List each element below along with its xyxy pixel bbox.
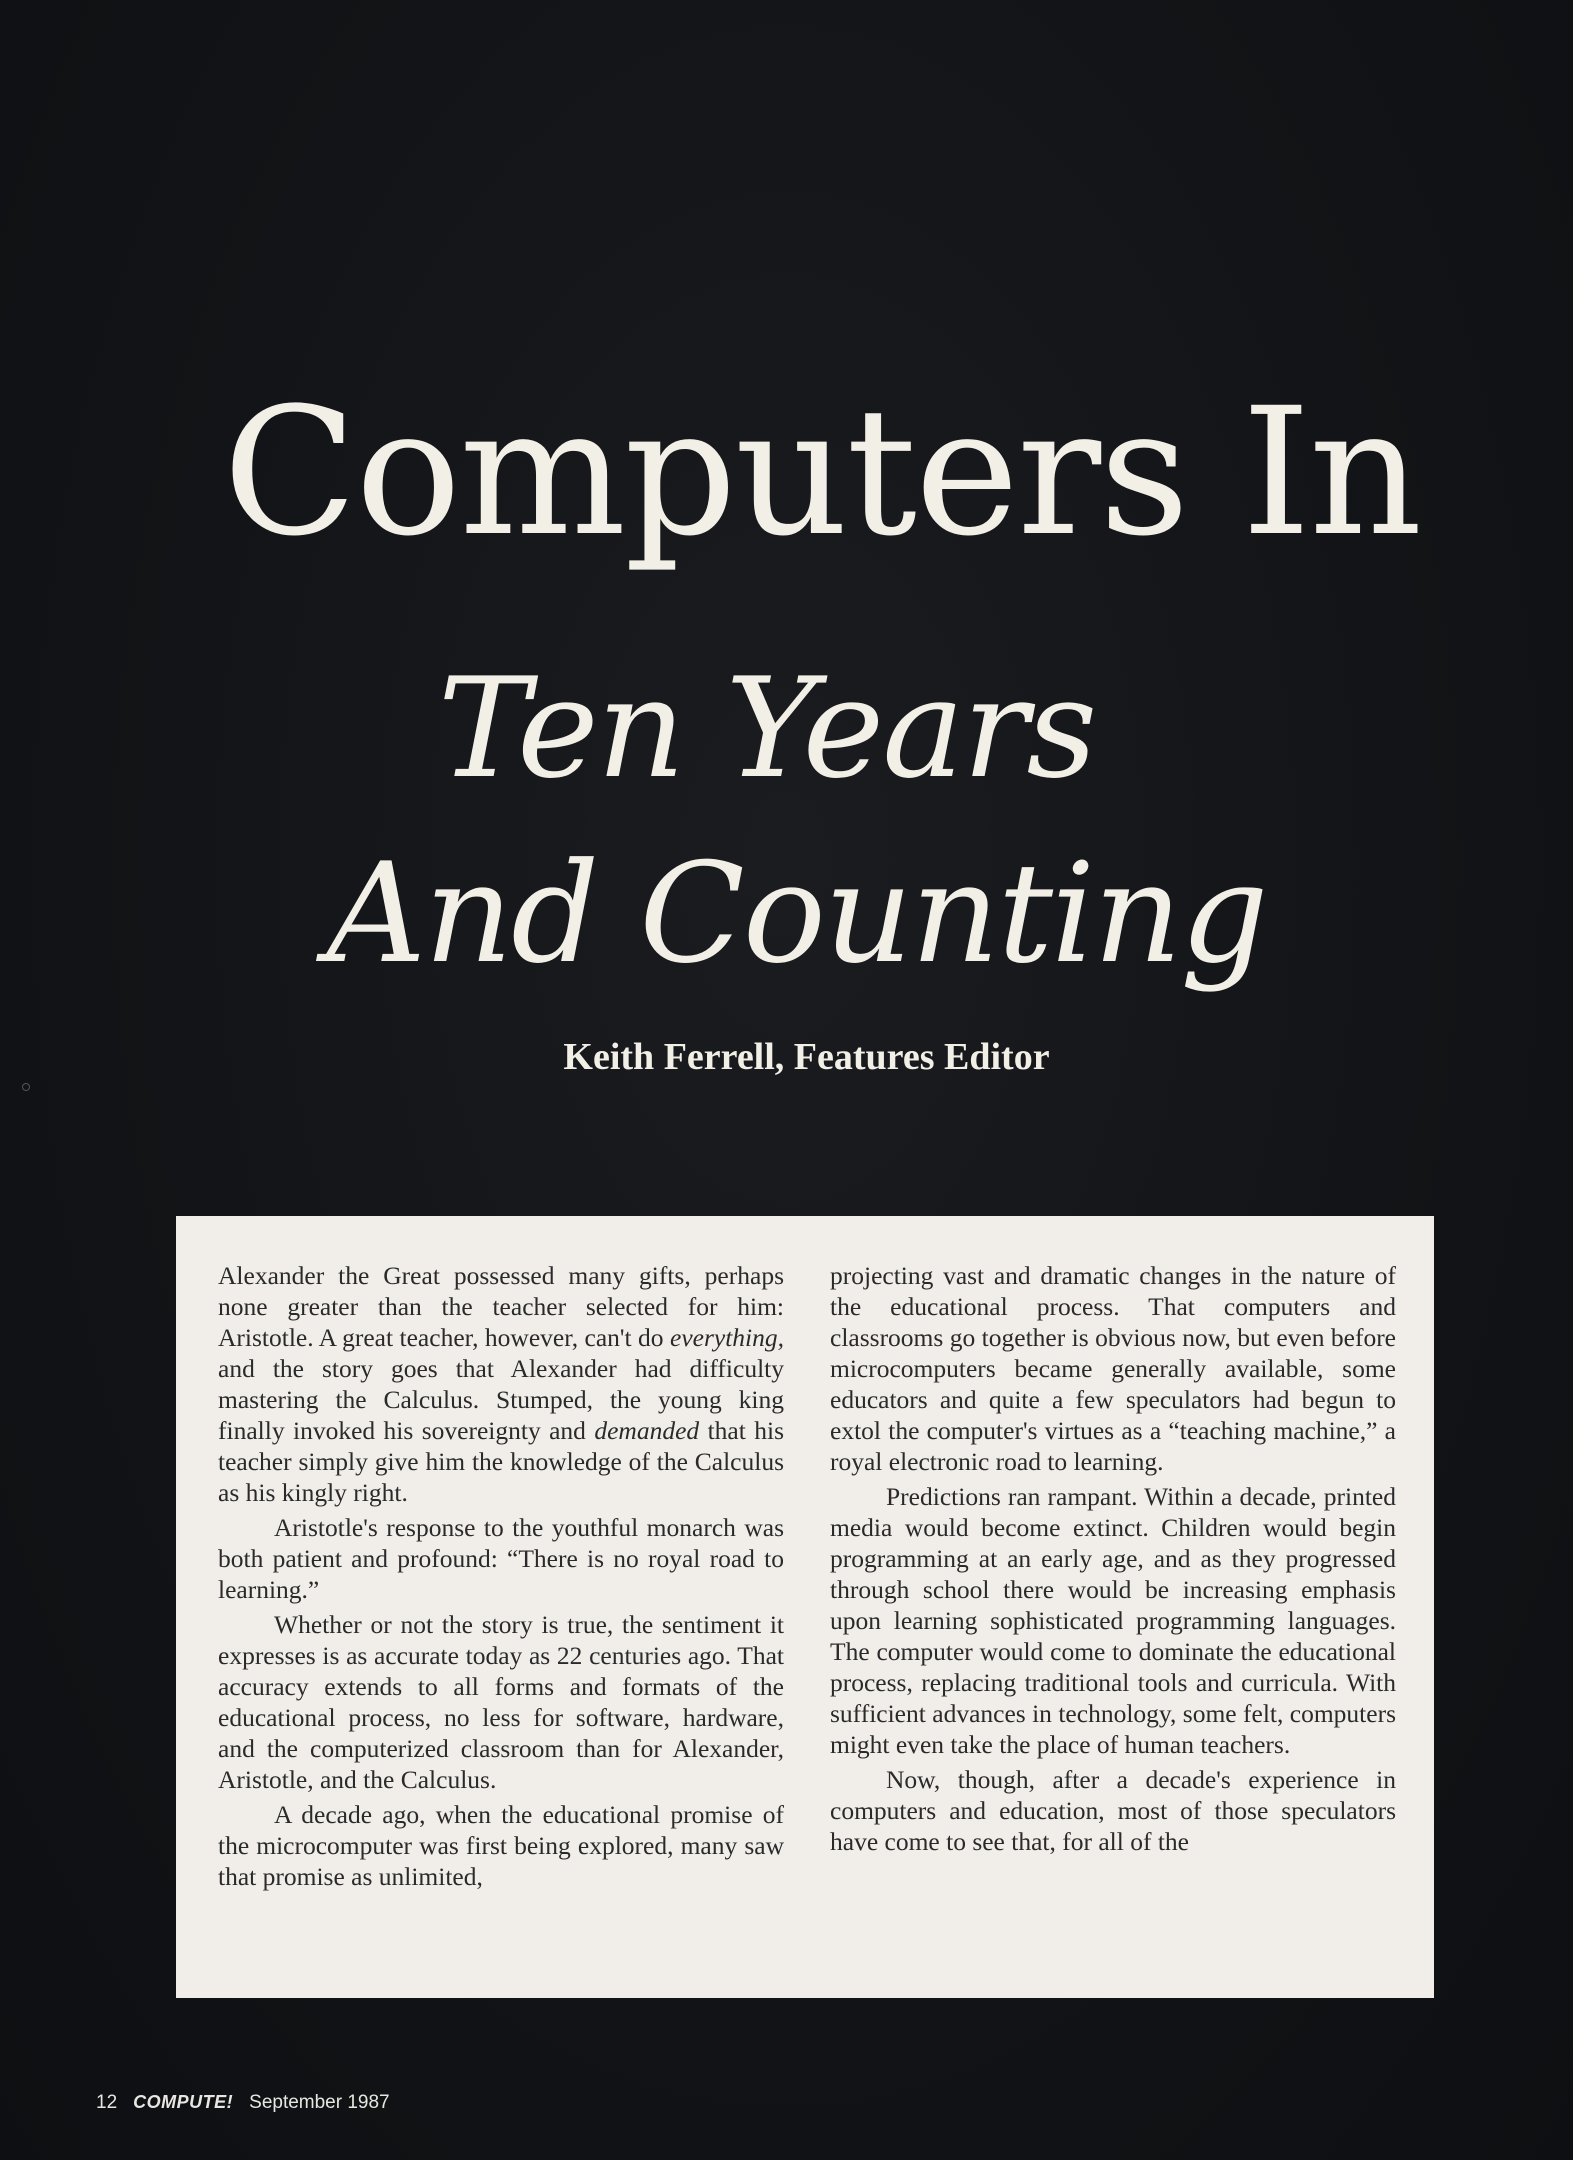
headline-line-2: Ten Years xyxy=(437,648,1096,809)
paragraph: Now, though, after a decade's experience in computers and education, most of those speculators have come to see that, for all of the xyxy=(830,1765,1396,1856)
page-footer xyxy=(96,2092,390,2114)
article-column-left xyxy=(218,1260,784,1968)
text-run: that his teacher simply give him the knowledge of the Calculus as his kingly right. xyxy=(218,1416,785,1507)
text-run: and the story goes that Alexander had difficulty mastering the Calculus. Stumped, the young king finally invoked his sovereignty and xyxy=(218,1354,784,1445)
paragraph: Whether or not the story is true, the sentiment it expresses is as accurate today as 22 centuries ago. That accuracy extends to all forms and formats of the educational process, no less for software, hardware, and the computerized classroom than for Alexander, Aristotle, and the Calculus. xyxy=(218,1610,784,1794)
text-run: Alexander the Great possessed many gifts, perhaps none greater than the teacher selected for him: Aristotle. A great teacher, however, can't do xyxy=(218,1261,784,1352)
issue-date: September 1987 xyxy=(249,2092,390,2113)
paragraph: Predictions ran rampant. Within a decade, printed media would become extinct. Children would begin programming at an early age, and as they progressed through school there would be increasing emphasis upon learning sophisticated programming languages. The computer would come to dominate the educational process, replacing traditional tools and curricula. With sufficient advances in technology, some felt, computers might even take the place of human teachers. xyxy=(830,1482,1396,1759)
magazine-name: COMPUTE! xyxy=(133,2092,234,2112)
headline-line-3: And Counting xyxy=(326,833,1267,994)
dust-speck xyxy=(22,1083,30,1091)
paragraph xyxy=(218,1260,784,1508)
article-column-right xyxy=(830,1260,1396,1968)
page-number: 12 xyxy=(96,2092,118,2113)
byline: Keith Ferrell, Features Editor xyxy=(563,1036,1050,1078)
emphasis: demanded xyxy=(594,1416,700,1445)
paragraph: projecting vast and dramatic changes in the nature of the educational process. That computers and classrooms go together is obvious now, but even before microcomputers became generally available, some educators and quite a few speculators had begun to extol the computer's virtues as a “teaching machine,” a royal electronic road to learning. xyxy=(830,1261,1396,1476)
article-body xyxy=(176,1216,1434,1998)
paragraph: Aristotle's response to the youthful monarch was both patient and profound: “There is no royal road to learning.” xyxy=(218,1513,784,1604)
emphasis: everything, xyxy=(670,1323,784,1352)
headline-line-1: Computers In xyxy=(222,370,1421,575)
paragraph: A decade ago, when the educational promise of the microcomputer was first being explored, many saw that promise as unlimited, xyxy=(218,1800,784,1891)
